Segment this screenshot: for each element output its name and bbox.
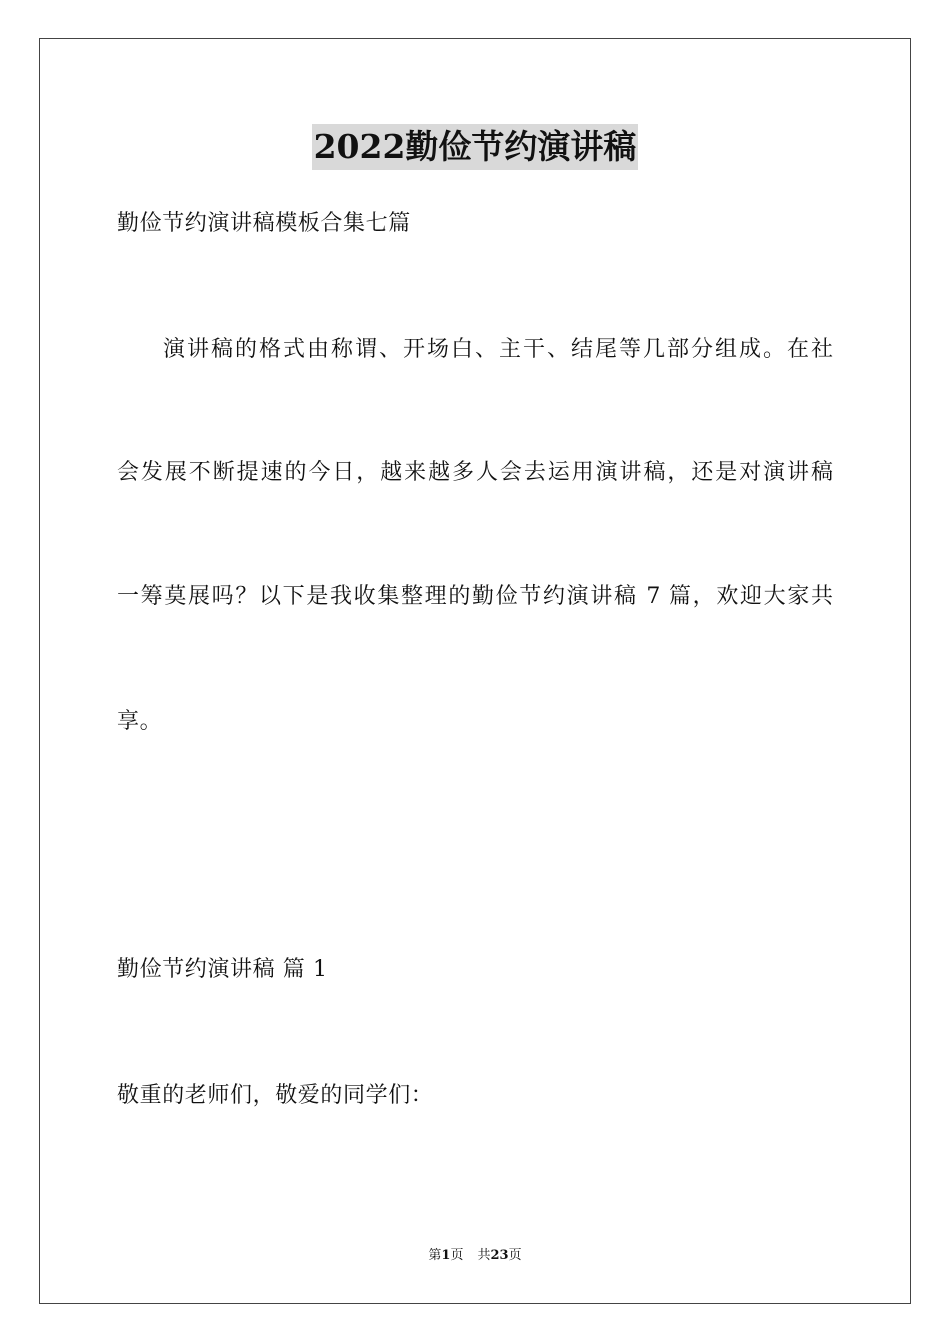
- footer-total-suffix: 页: [508, 1248, 522, 1263]
- page-footer: [0, 1247, 950, 1265]
- section-heading: 勤俭节约演讲稿 篇 1: [117, 957, 328, 982]
- footer-total-pages: 23: [490, 1248, 509, 1263]
- salutation: 敬重的老师们，敬爱的同学们：: [117, 1083, 434, 1108]
- footer-page-suffix: 页: [450, 1248, 464, 1263]
- intro-line-3: 一筹莫展吗？以下是我收集整理的勤俭节约演讲稿 7 篇，欢迎大家共: [117, 584, 833, 609]
- footer-total-prefix: 共: [477, 1248, 491, 1263]
- intro-line-2: 会发展不断提速的今日，越来越多人会去运用演讲稿，还是对演讲稿: [117, 460, 833, 485]
- footer-page-number: 1: [441, 1248, 451, 1263]
- document-subtitle: 勤俭节约演讲稿模板合集七篇: [117, 211, 411, 236]
- title-container: [0, 124, 950, 170]
- footer-page-prefix: 第: [428, 1248, 442, 1263]
- intro-line-4: 享。: [117, 709, 163, 734]
- intro-line-1: 演讲稿的格式由称谓、开场白、主干、结尾等几部分组成。在社: [163, 337, 833, 362]
- document-title: 2022勤俭节约演讲稿: [312, 124, 639, 170]
